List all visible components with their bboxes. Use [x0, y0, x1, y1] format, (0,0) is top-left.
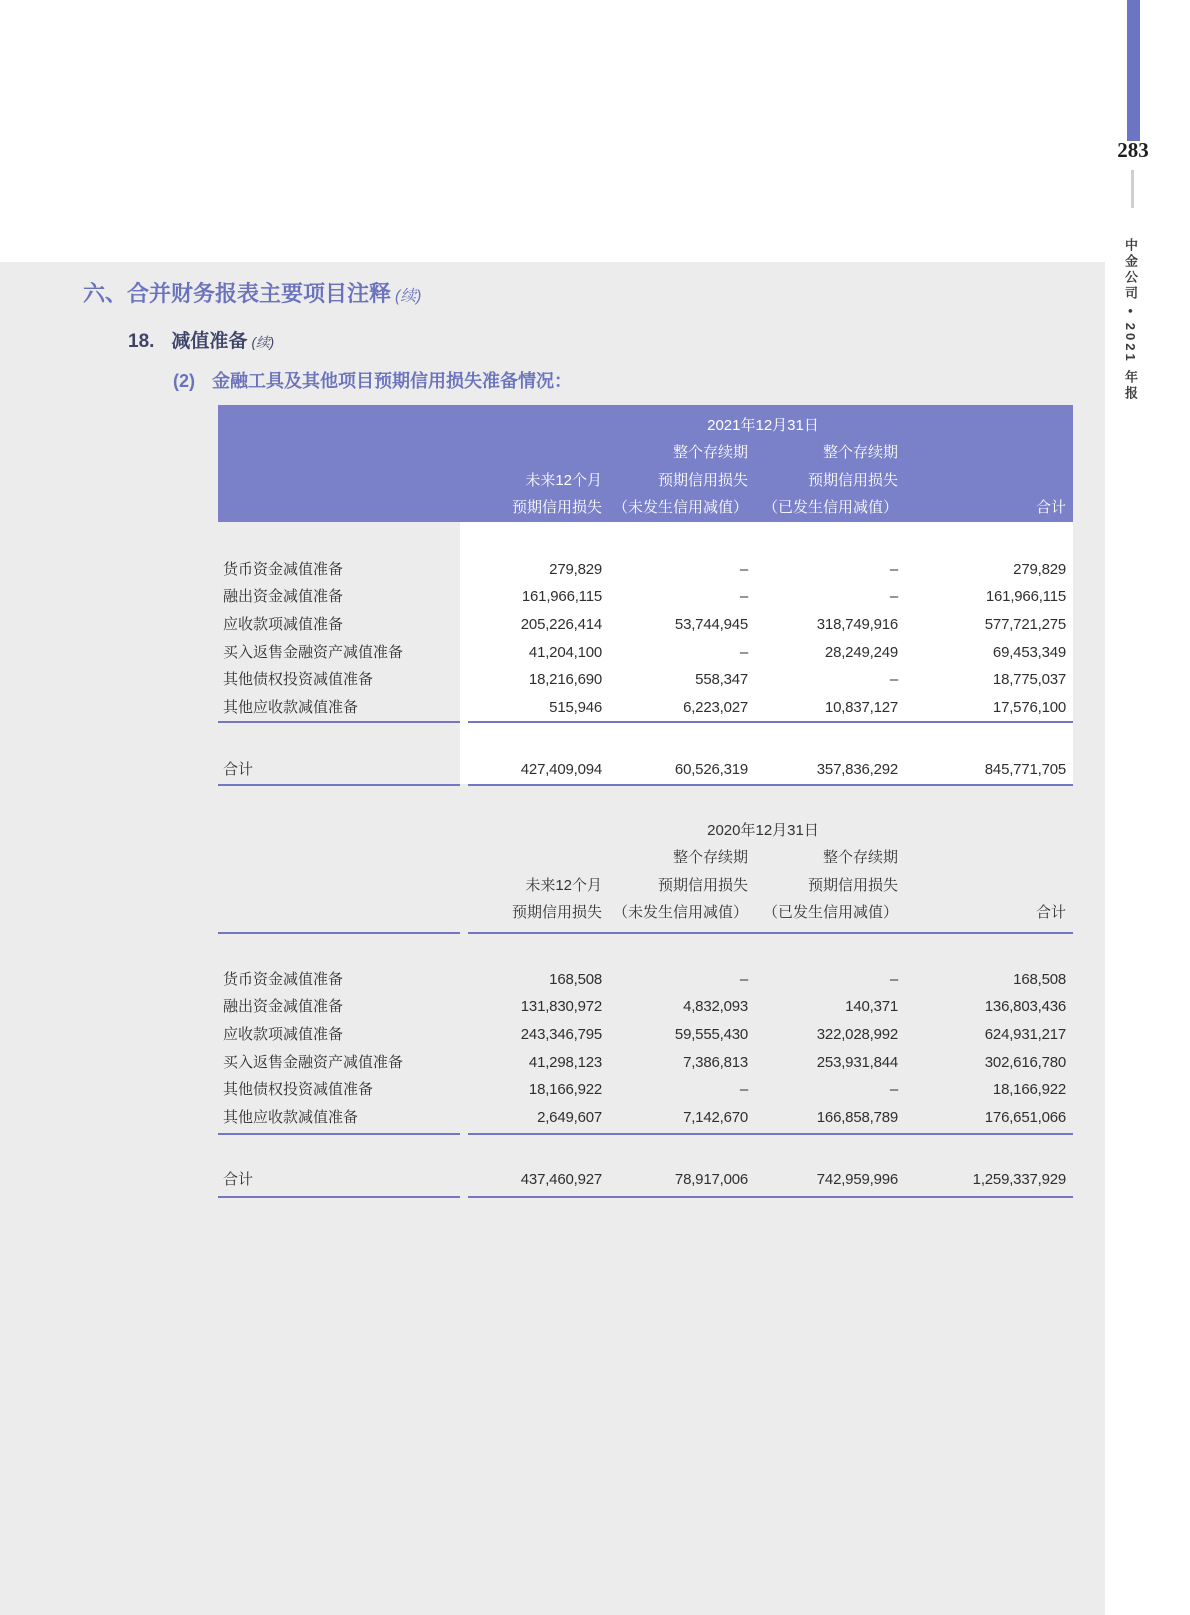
section-heading-suffix: (续): [395, 288, 422, 305]
table-total-row: 合计 427,409,094 60,526,319 357,836,292 845,771,705: [223, 761, 1066, 778]
subsection-suffix: (续): [251, 335, 275, 350]
table-header-2021: [218, 405, 1073, 522]
sidebar-divider: [1131, 170, 1134, 208]
column-group-date: 2021年12月31日: [707, 417, 819, 434]
header-lifetime-a: 整个存续期: [672, 444, 748, 461]
table-row: 应收款项减值准备 243,346,795 59,555,430 322,028,992 624,931,217: [223, 1025, 1066, 1043]
table-rule: [218, 1133, 1073, 1135]
table-row: 其他债权投资减值准备 18,166,922 – – 18,166,922: [223, 1081, 1066, 1099]
table-row: 其他应收款减值准备 2,649,607 7,142,670 166,858,789 176,651,066: [223, 1108, 1066, 1126]
table-row: 货币资金减值准备 168,508 – – 168,508: [223, 970, 1066, 988]
item-title: 金融工具及其他项目预期信用损失准备情况：: [212, 371, 572, 391]
header-ecl-a: 预期信用损失: [657, 472, 748, 489]
table-header-2020: [218, 810, 1073, 927]
header-impaired: （已发生信用减值）: [762, 499, 898, 516]
table-row: 融出资金减值准备 161,966,115 – – 161,966,115: [223, 588, 1066, 606]
header-next12: 未来12个月: [525, 877, 602, 894]
header-lifetime-a: 整个存续期: [672, 849, 748, 866]
header-lifetime-b: 整个存续期: [822, 444, 898, 461]
table-rows: [218, 966, 1073, 1132]
sidebar-vertical-title: 中金公司 • 2021 年报: [1123, 238, 1138, 403]
header-total: 合计: [1035, 499, 1066, 516]
header-impaired: （已发生信用减值）: [762, 904, 898, 921]
ecl-table-2020: [218, 810, 1073, 1202]
table-rule: [218, 932, 1073, 934]
header-ecl-a: 预期信用损失: [657, 877, 748, 894]
table-total-row: 合计 437,460,927 78,917,006 742,959,996 1,259,337,929: [223, 1171, 1066, 1188]
subsection-heading: [128, 326, 274, 353]
header-total: 合计: [1035, 904, 1066, 921]
subsection-number: 18.: [128, 331, 155, 352]
page-number: 283: [1117, 138, 1149, 162]
header-ecl-b: 预期信用损失: [807, 877, 898, 894]
table-rows: [218, 556, 1073, 722]
header-next12: 未来12个月: [525, 472, 602, 489]
table-row: 融出资金减值准备 131,830,972 4,832,093 140,371 136,803,436: [223, 998, 1066, 1016]
page-edge-accent-bar: [1127, 0, 1140, 141]
header-lifetime-b: 整个存续期: [822, 849, 898, 866]
table-rule: [218, 721, 1073, 723]
header-ecl-1: 预期信用损失: [511, 499, 602, 516]
item-heading: [173, 367, 572, 393]
header-not-impaired: （未发生信用减值）: [612, 904, 748, 921]
section-heading: [83, 277, 421, 308]
header-ecl-b: 预期信用损失: [807, 472, 898, 489]
table-row: 买入返售金融资产减值准备 41,204,100 – 28,249,249 69,453,349: [223, 643, 1066, 661]
table-row: 其他债权投资减值准备 18,216,690 558,347 – 18,775,037: [223, 671, 1066, 689]
header-not-impaired: （未发生信用减值）: [612, 499, 748, 516]
header-ecl-1: 预期信用损失: [511, 904, 602, 921]
table-row: 应收款项减值准备 205,226,414 53,744,945 318,749,916 577,721,275: [223, 615, 1066, 633]
item-number: (2): [173, 371, 195, 391]
table-rule: [218, 784, 1073, 786]
column-group-date: 2020年12月31日: [707, 822, 819, 839]
subsection-title: 减值准备: [171, 331, 248, 352]
table-row: 买入返售金融资产减值准备 41,298,123 7,386,813 253,931,844 302,616,780: [223, 1053, 1066, 1071]
ecl-table-2021: [218, 405, 1073, 791]
table-row: 货币资金减值准备 279,829 – – 279,829: [223, 560, 1066, 578]
table-rule: [218, 1196, 1073, 1198]
section-heading-text: 六、合并财务报表主要项目注释: [83, 281, 392, 306]
table-row: 其他应收款减值准备 515,946 6,223,027 10,837,127 17,576,100: [223, 698, 1066, 716]
